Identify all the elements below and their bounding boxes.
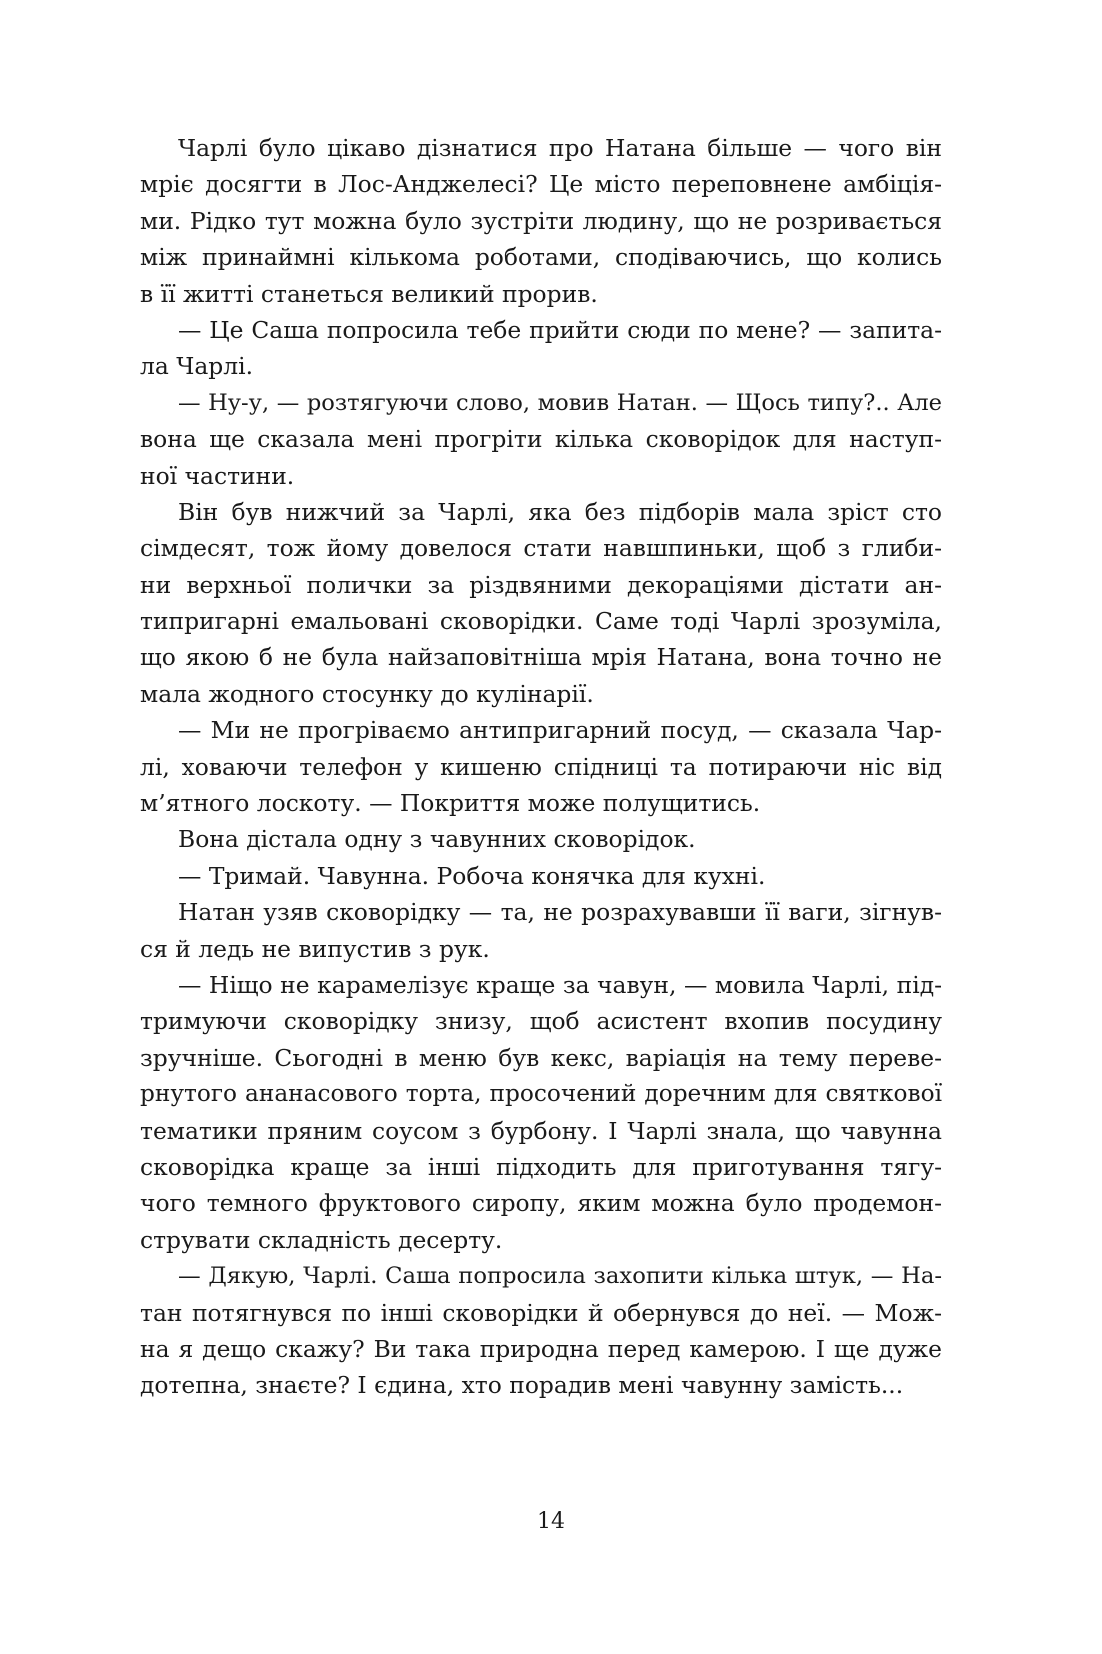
text-line: Він був нижчий за Чарлі, яка без підборів мала зріст сто (178, 497, 942, 526)
text-line: ни верхньої полички за різдвяними декораціями дістати ан- (140, 570, 942, 599)
text-line: сімдесят, тож йому довелося стати навшпиньки, щоб з глиби- (140, 534, 942, 563)
text-line: тематики пряним соусом з бурбону. І Чарлі знала, що чавунна (140, 1116, 942, 1145)
text-line: що якою б не була найзаповітніша мрія Натана, вона точно не (140, 643, 942, 672)
text-line: типригарні емальовані сковорідки. Саме тоді Чарлі зрозуміла, (140, 607, 942, 636)
text-line: сковорідка краще за інші підходить для приготування тягу- (140, 1152, 942, 1181)
paragraph (140, 312, 942, 385)
text-line: м’ятного лоскоту. — Покриття може полущитись. (140, 789, 761, 818)
paragraph (140, 894, 942, 967)
text-line: рнутого ананасового торта, просочений доречним для святкової (140, 1080, 942, 1108)
text-line: — Ми не прогріваємо антипригарний посуд, — сказала Чар- (178, 716, 942, 745)
paragraph (140, 385, 942, 494)
text-line: ла Чарлі. (140, 352, 254, 381)
text-line: між принаймні кількома роботами, сподіваючись, що колись (140, 243, 942, 272)
text-line: в її житті станеться великий прорив. (140, 279, 598, 308)
body-text (140, 130, 942, 1404)
text-line: — Ніщо не карамелізує краще за чавун, — мовила Чарлі, під- (178, 970, 942, 999)
text-line: — Ну-у, — розтягуючи слово, мовив Натан. — Щось типу?.. Але (178, 389, 942, 416)
paragraph (140, 494, 942, 712)
text-line: Вона дістала одну з чавунних сковорідок. (178, 825, 696, 854)
text-line: ся й ледь не випустив з рук. (140, 934, 490, 963)
text-line: лі, ховаючи телефон у кишеню спідниці та потираючи ніс від (140, 752, 942, 781)
text-line: мріє досягти в Лос-Анджелесі? Це місто переповнене амбіція- (140, 170, 942, 199)
text-line: чого темного фруктового сиропу, яким можна було продемон- (140, 1189, 942, 1218)
text-line: тан потягнувся по інші сковорідки й обернувся до неї. — Мож- (140, 1298, 942, 1327)
text-line: Чарлі було цікаво дізнатися про Натана більше — чого він (178, 134, 942, 162)
text-line: тримуючи сковорідку знизу, щоб асистент вхопив посудину (140, 1007, 942, 1036)
text-line: — Тримай. Чавунна. Робоча конячка для кухні. (178, 861, 766, 890)
page-number: 14 (537, 1509, 565, 1534)
text-line: на я дещо скажу? Ви така природна перед камерою. І ще дуже (140, 1334, 942, 1363)
text-line: — Дякую, Чарлі. Саша попросила захопити кілька штук, — На- (178, 1263, 942, 1290)
paragraph (140, 130, 942, 312)
text-line: Натан узяв сковорідку — та, не розрахувавши її ваги, зігнув- (178, 898, 942, 927)
text-line: зручніше. Сьогодні в меню був кекс, варіація на тему переве- (140, 1043, 942, 1072)
text-line: мала жодного стосунку до кулінарії. (140, 679, 594, 708)
text-line: ми. Рідко тут можна було зустріти людину, що не розривається (140, 206, 942, 235)
paragraph (140, 858, 942, 894)
paragraph (140, 712, 942, 821)
paragraph (140, 821, 942, 857)
paragraph (140, 967, 942, 1258)
text-line: ної частини. (140, 461, 295, 490)
text-line: — Це Саша попросила тебе прийти сюди по мене? — запита- (178, 315, 942, 344)
text-line: дотепна, знаєте? І єдина, хто порадив мені чавунну замість... (140, 1371, 904, 1400)
paragraph (140, 1258, 942, 1404)
text-line: струвати складність десерту. (140, 1225, 503, 1254)
text-line: вона ще сказала мені прогріти кілька сковорідок для наступ- (140, 425, 942, 454)
